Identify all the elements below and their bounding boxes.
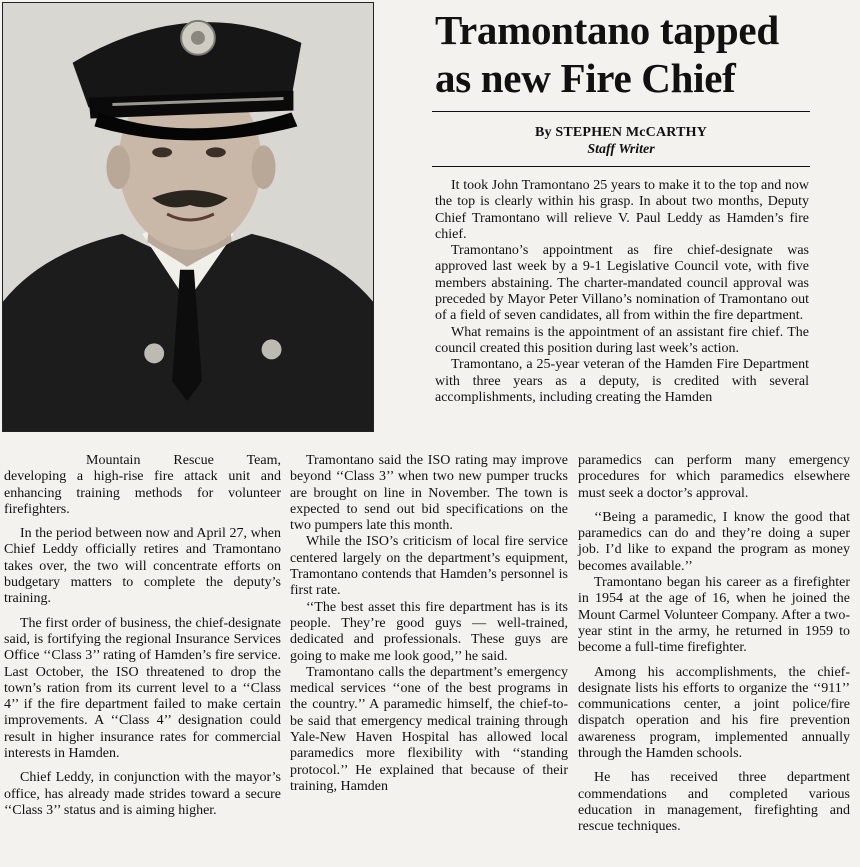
column-3 [578, 453, 850, 836]
column-2 [290, 453, 568, 795]
column-1-paragraph: Chief Leddy, in conjunction with the mayor’s office, has already made strides toward a secure ‘‘Class 3’’ status and is aiming higher. [4, 770, 281, 818]
column-3-paragraph: ‘‘Being a paramedic, I know the good that paramedics can do and they’re doing a super job. I’d like to expand the program as money becomes available.’’ [578, 509, 850, 574]
byline [432, 124, 810, 158]
headline-line-1: Tramontano tapped [435, 7, 779, 53]
intro-paragraph: What remains is the appointment of an assistant fire chief. The council created this position during last week’s action. [435, 324, 809, 356]
intro-paragraph: Tramontano’s appointment as fire chief-designate was approved last week by a 9-1 Legislative Council vote, with five members abstaining. The charter-mandated council approval was preceded by Mayor Peter Villano’s nomination of Tramontano out of a field of seven candidates, all from within the fire department. [435, 243, 809, 324]
column-1-lead-text: Mountain Rescue Team, developing a high-rise fire attack unit and enhancing training methods for volunteer firefighters. [4, 453, 281, 517]
column-2-paragraph: While the ISO’s criticism of local fire service centered largely on the department’s equipment, Tramontano contends that Hamden’s personnel is first rate. [290, 534, 568, 599]
column-2-paragraph: ‘‘The best asset this fire department has is its people. They’re good guys — well-trained, dedicated and professionals. These guys are going to make me look good,’’ he said. [290, 599, 568, 664]
column-3-paragraph: paramedics can perform many emergency procedures for which paramedics elsewhere must seek a doctor’s approval. [578, 453, 850, 501]
intro-column [435, 178, 809, 406]
column-3-paragraph: He has received three department commendations and completed various education in management, firefighting and rescue techniques. [578, 770, 850, 835]
column-2-paragraph: Tramontano said the ISO rating may improve beyond ‘‘Class 3’’ when two new pumper trucks are brought on line in November. The town is expected to send out bid specifications on the two pumpers late this month. [290, 453, 568, 534]
chief-portrait-photo [2, 2, 374, 432]
portrait-illustration [3, 3, 373, 431]
column-3-paragraph: Among his accomplishments, the chief-designate lists his efforts to organize the ‘‘911’’ communications center, a joint police/fire dispatch operation and his fire prevention awareness program, implemented annually through the Hamden schools. [578, 664, 850, 762]
column-3-paragraph: Tramontano began his career as a firefighter in 1954 at the age of 16, when he joined the Mount Carmel Volunteer Company. After a two-year stint in the army, he returned in 1959 to become a full-time firefighter. [578, 575, 850, 656]
intro-paragraph: Tramontano, a 25-year veteran of the Hamden Fire Department with three years as a deputy, is credited with several accomplishments, including creating the Hamden [435, 357, 809, 405]
byline-role: Staff Writer [587, 142, 655, 157]
headline-line-2: as new Fire Chief [435, 55, 736, 101]
byline-author: By STEPHEN McCARTHY [534, 125, 708, 140]
intro-paragraph: It took John Tramontano 25 years to make it to the top and now the top is clearly within his grasp. In about two months, Deputy Chief Tramontano will relieve V. Paul Leddy as Hamden’s fire chief. [435, 178, 809, 242]
article-headline [435, 6, 815, 102]
column-2-paragraph: Tramontano calls the department’s emergency medical services ‘‘one of the best programs in the country.’’ A paramedic himself, the chief-to-be said that emergency medical training through Yale-New Haven Hospital has allowed local paramedics more flexibility with ‘‘standing protocol.’’ He explained that because of their training, Hamden [290, 664, 568, 794]
column-1-paragraph: In the period between now and April 27, when Chief Leddy officially retires and Tramontano takes over, the two will concentrate efforts on budgetary matters to complete the deputy’s training. [4, 526, 281, 607]
byline-rule [432, 166, 810, 167]
column-1-paragraph [4, 453, 281, 518]
column-1 [4, 453, 281, 819]
column-1-paragraph: The first order of business, the chief-designate said, is fortifying the regional Insurance Services Office ‘‘Class 3’’ rating of Hamden’s fire service. Last October, the ISO threatened to drop the town’s ration from its current level to a ‘‘Class 4’’ if the fire department failed to make certain improvements. A ‘‘Class 4’’ designation could result in higher insurance rates for commercial interests in Hamden. [4, 615, 281, 762]
headline-rule [432, 111, 810, 112]
